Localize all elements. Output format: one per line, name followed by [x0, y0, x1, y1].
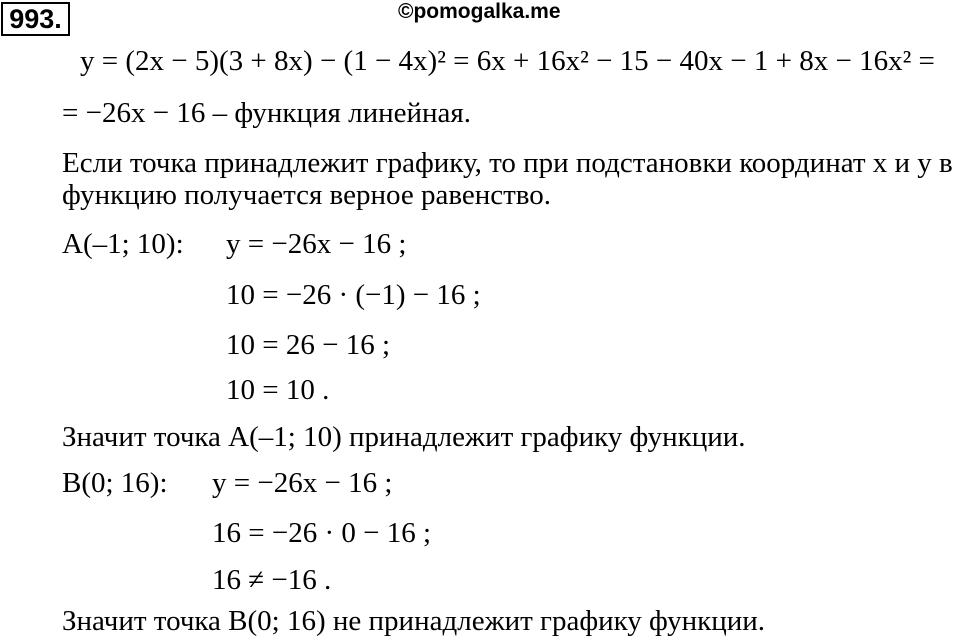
point-b-step-3: 16 ≠ −16 . [212, 564, 332, 596]
point-a-label: A(–1; 10): [62, 228, 184, 260]
point-a-step-3: 10 = 26 − 16 ; [226, 329, 391, 361]
point-a-step-4: 10 = 10 . [226, 374, 330, 406]
point-a-step-1: y = −26x − 16 ; [226, 228, 407, 260]
conclusion-b: Значит точка B(0; 16) не принадлежит графику функции. [62, 605, 766, 637]
point-b-label: B(0; 16): [62, 467, 168, 499]
text-line-1: Если точка принадлежит графику, то при подстановки координат x и y в [62, 147, 953, 179]
point-b-step-2: 16 = −26 · 0 − 16 ; [212, 517, 432, 549]
conclusion-a: Значит точка A(–1; 10) принадлежит графику функции. [62, 421, 746, 453]
point-b-step-1: y = −26x − 16 ; [212, 467, 393, 499]
watermark: ©pomogalka.me [398, 0, 561, 23]
equation-line-2: = −26x − 16 – функция линейная. [62, 97, 472, 129]
text-line-2: функцию получается верное равенство. [62, 179, 552, 211]
equation-line-1: y = (2x − 5)(3 + 8x) − (1 − 4x)² = 6x + 16x² − 15 − 40x − 1 + 8x − 16x² = [80, 45, 935, 77]
point-a-step-2: 10 = −26 · (−1) − 16 ; [226, 279, 481, 311]
problem-number: 993. [1, 2, 70, 36]
